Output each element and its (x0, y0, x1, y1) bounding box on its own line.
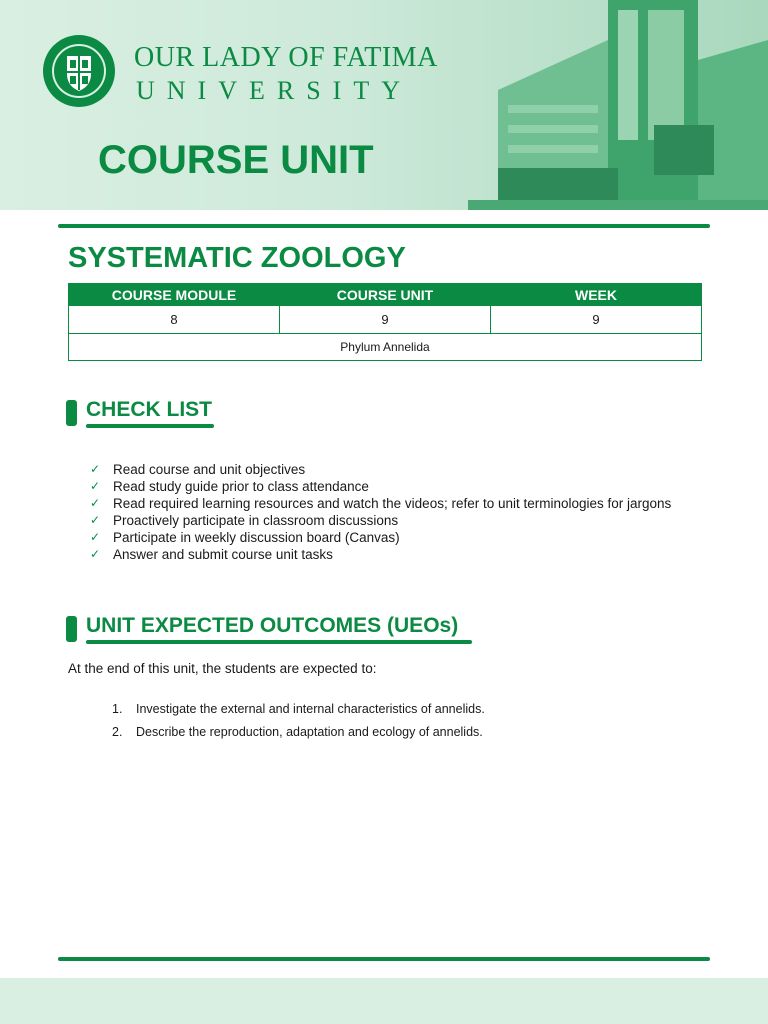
table-row (69, 306, 702, 334)
checklist-heading (66, 398, 266, 434)
list-item-text: Participate in weekly discussion board (Canvas) (113, 530, 400, 545)
outcomes-intro: At the end of this unit, the students are expected to: (68, 661, 377, 676)
section-marker (66, 400, 77, 426)
list-item (90, 512, 690, 529)
subject-title: SYSTEMATIC ZOOLOGY (68, 242, 406, 274)
list-item (90, 478, 690, 495)
check-mark-icon: ✓ (90, 513, 101, 527)
footer-band (0, 978, 768, 1024)
list-item-text: Read required learning resources and watch the videos; refer to unit terminologies for jargons (113, 496, 672, 511)
table-header-row (69, 284, 702, 306)
item-number: 2. (112, 725, 123, 739)
header-band (0, 0, 768, 210)
week-value: 9 (491, 306, 702, 334)
list-item (112, 702, 712, 725)
top-divider (58, 224, 710, 228)
header-week: WEEK (491, 284, 702, 306)
check-mark-icon: ✓ (90, 547, 101, 561)
list-item (90, 495, 690, 512)
bottom-divider (58, 957, 710, 961)
unit-topic: Phylum Annelida (69, 334, 702, 361)
course-info-table (68, 283, 702, 361)
section-marker (66, 616, 77, 642)
list-item (90, 529, 690, 546)
list-item-text: Read study guide prior to class attendance (113, 479, 369, 494)
list-item-text: Proactively participate in classroom discussions (113, 513, 399, 528)
university-name-line1: OUR LADY OF FATIMA (134, 42, 438, 73)
section-title: UNIT EXPECTED OUTCOMES (UEOs) (86, 614, 459, 637)
campus-building-image (468, 0, 768, 210)
list-item (90, 461, 690, 478)
item-number: 1. (112, 702, 123, 716)
list-item-text: Describe the reproduction, adaptation and ecology of annelids. (136, 725, 483, 739)
list-item-text: Answer and submit course unit tasks (113, 547, 333, 562)
table-row (69, 334, 702, 361)
outcomes-list (112, 702, 712, 748)
course-unit-value: 9 (280, 306, 491, 334)
outcomes-heading (66, 614, 506, 650)
list-item-text: Read course and unit objectives (113, 462, 306, 477)
section-underline (86, 640, 472, 644)
university-name-line2: UNIVERSITY (136, 76, 412, 105)
university-seal-icon (42, 34, 116, 108)
list-item (112, 725, 712, 748)
list-item (90, 546, 690, 563)
document-title: COURSE UNIT (98, 138, 374, 182)
list-item-text: Investigate the external and internal characteristics of annelids. (136, 702, 485, 716)
section-underline (86, 424, 214, 428)
check-mark-icon: ✓ (90, 462, 101, 476)
check-mark-icon: ✓ (90, 496, 101, 510)
header-course-module: COURSE MODULE (69, 284, 280, 306)
check-mark-icon: ✓ (90, 479, 101, 493)
checklist (90, 461, 690, 563)
check-mark-icon: ✓ (90, 530, 101, 544)
course-module-value: 8 (69, 306, 280, 334)
header-course-unit: COURSE UNIT (280, 284, 491, 306)
section-title: CHECK LIST (86, 398, 212, 421)
